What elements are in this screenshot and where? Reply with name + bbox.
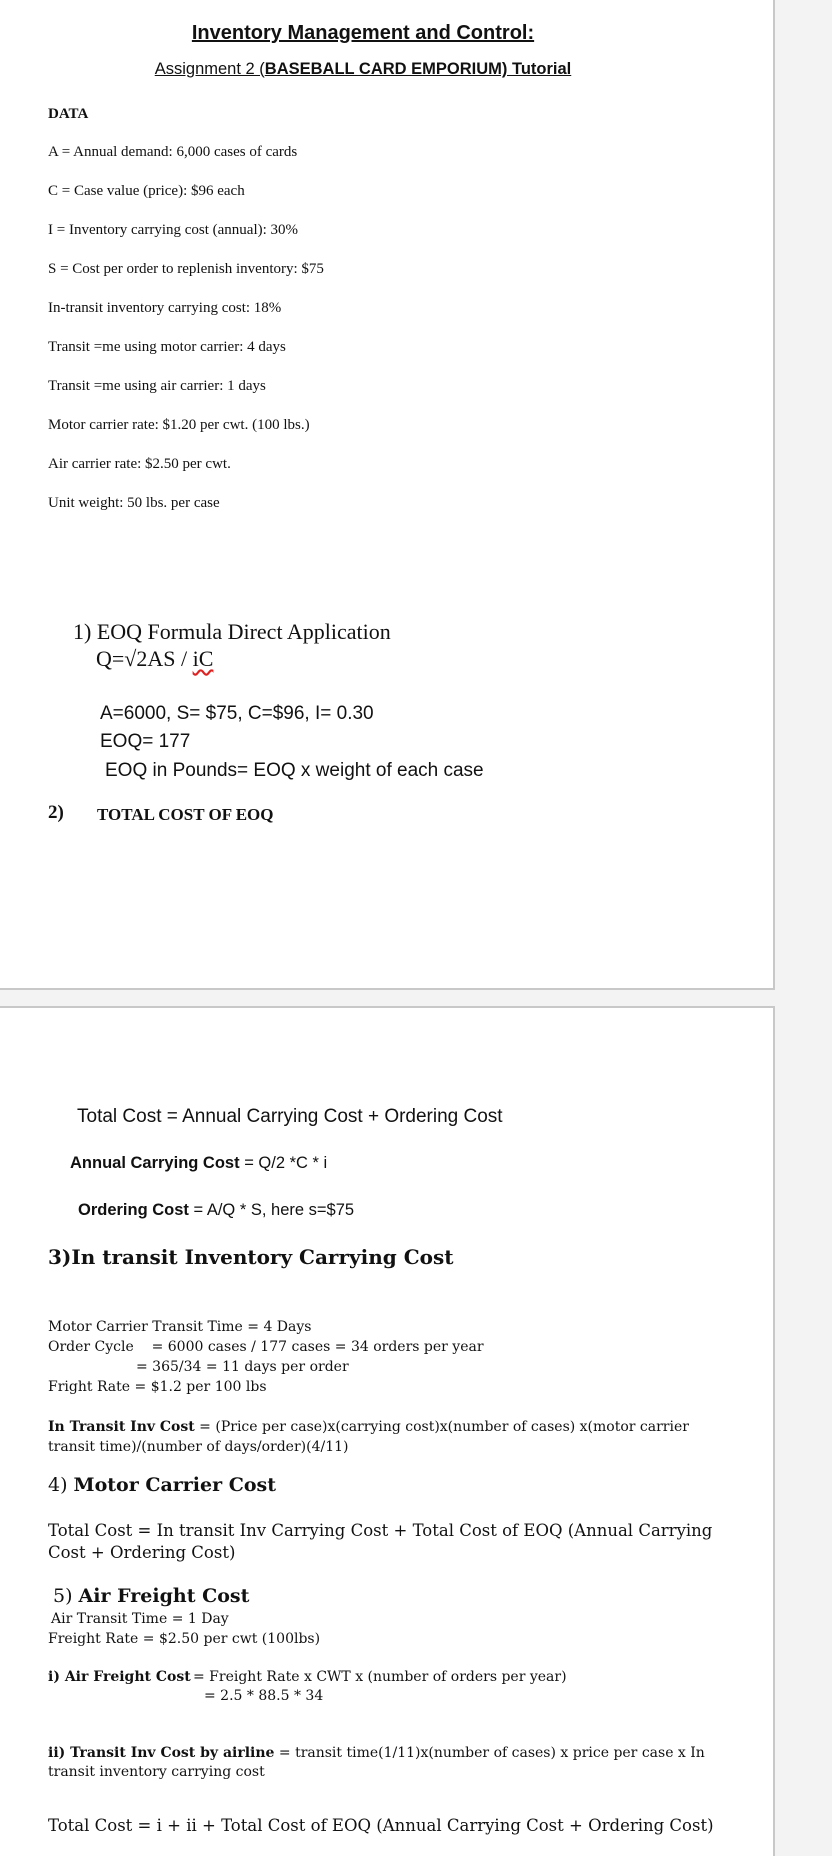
air-freight-heading — [53, 1585, 249, 1607]
data-line: Transit =me using air carrier: 1 days — [48, 378, 266, 394]
air-freight-number: 5) — [53, 1585, 79, 1607]
document-page-2 — [0, 1006, 775, 1856]
data-heading: DATA — [48, 106, 89, 122]
data-line: Unit weight: 50 lbs. per case — [48, 495, 220, 511]
order-cycle-line-2: = 365/34 = 11 days per order — [136, 1359, 349, 1375]
air-cost-label: i) Air Freight Cost — [48, 1669, 191, 1685]
airline-cost-line-2: transit inventory carrying cost — [48, 1764, 265, 1780]
intransit-cost-line-2: transit time)/(number of days/order)(4/11) — [48, 1439, 349, 1455]
air-cost-formula: = Freight Rate x CWT x (number of orders per year) — [193, 1669, 567, 1685]
freight-rate: Freight Rate = $2.50 per cwt (100lbs) — [48, 1631, 321, 1647]
airline-cost-line-1 — [48, 1745, 705, 1761]
ordering-cost — [78, 1201, 354, 1220]
eoq-values: A=6000, S= $75, C=$96, I= 0.30 — [100, 703, 374, 724]
total-cost-number: 2) — [48, 802, 64, 823]
intransit-cost-label: In Transit Inv Cost — [48, 1419, 195, 1435]
total-cost-heading: TOTAL COST OF EOQ — [97, 805, 274, 824]
eoq-formula-prefix: Q=√2AS / — [96, 646, 193, 671]
motor-total-line-2: Cost + Ordering Cost) — [48, 1543, 236, 1562]
data-line: I = Inventory carrying cost (annual): 30% — [48, 222, 299, 238]
intransit-heading: 3)In transit Inventory Carrying Cost — [48, 1245, 454, 1269]
page-title: Inventory Management and Control: — [191, 22, 535, 44]
data-line: S = Cost per order to replenish inventory: $75 — [48, 261, 324, 277]
motor-carrier-title: Motor Carrier Cost — [73, 1474, 276, 1496]
motor-transit-time: Motor Carrier Transit Time = 4 Days — [48, 1319, 312, 1335]
page-subtitle — [0, 60, 726, 79]
document-page-1 — [0, 0, 775, 990]
final-total-cost: Total Cost = i + ii + Total Cost of EOQ (Annual Carrying Cost + Ordering Cost) — [48, 1816, 714, 1835]
subtitle-prefix: Assignment 2 ( — [154, 60, 265, 78]
air-freight-title: Air Freight Cost — [78, 1585, 250, 1607]
motor-total-line-1: Total Cost = In transit Inv Carrying Cost + Total Cost of EOQ (Annual Carrying — [48, 1521, 713, 1540]
intransit-cost-line-1 — [48, 1419, 689, 1435]
air-transit-time: Air Transit Time = 1 Day — [51, 1611, 229, 1627]
eoq-result: EOQ= 177 — [100, 731, 191, 752]
total-cost-formula: Total Cost = Annual Carrying Cost + Ordering Cost — [77, 1106, 503, 1127]
eoq-heading: 1) EOQ Formula Direct Application — [73, 619, 391, 644]
eoq-formula — [96, 646, 213, 672]
data-line: Transit =me using motor carrier: 4 days — [48, 339, 286, 355]
order-cycle-line-1: Order Cycle = 6000 cases / 177 cases = 34 orders per year — [48, 1339, 484, 1355]
annual-carrying-cost — [70, 1154, 327, 1173]
motor-carrier-number: 4) — [48, 1474, 74, 1496]
fright-rate: Fright Rate = $1.2 per 100 lbs — [48, 1379, 267, 1395]
ordering-cost-label: Ordering Cost — [78, 1201, 189, 1219]
air-cost-calc: = 2.5 * 88.5 * 34 — [204, 1688, 324, 1704]
ordering-cost-formula: = A/Q * S, here s=$75 — [188, 1201, 355, 1219]
data-line: C = Case value (price): $96 each — [48, 183, 245, 199]
intransit-cost-formula: = (Price per case)x(carrying cost)x(number of cases) x(motor carrier — [194, 1419, 689, 1435]
data-line: Air carrier rate: $2.50 per cwt. — [48, 456, 231, 472]
subtitle-bold: BASEBALL CARD EMPORIUM) Tutorial — [264, 60, 572, 78]
data-line: Motor carrier rate: $1.20 per cwt. (100 lbs.) — [48, 417, 310, 433]
eoq-pounds: EOQ in Pounds= EOQ x weight of each case — [105, 760, 484, 781]
data-line: A = Annual demand: 6,000 cases of cards — [48, 144, 298, 160]
airline-cost-formula: = transit time(1/11)x(number of cases) x price per case x In — [274, 1745, 705, 1761]
eoq-formula-squiggle: iC — [192, 646, 214, 671]
annual-carrying-label: Annual Carrying Cost — [70, 1154, 240, 1172]
airline-cost-label: ii) Transit Inv Cost by airline — [48, 1745, 275, 1761]
data-line: In-transit inventory carrying cost: 18% — [48, 300, 282, 316]
motor-carrier-heading — [48, 1474, 276, 1496]
annual-carrying-formula: = Q/2 *C * i — [239, 1154, 328, 1172]
